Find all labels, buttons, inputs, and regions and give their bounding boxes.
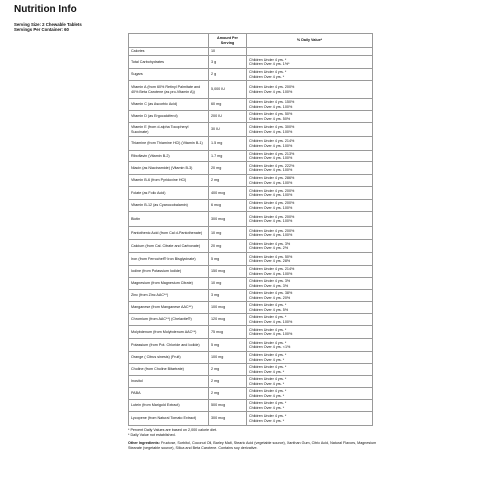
- nutrient-name: Choline (from Choline Bitartrate): [129, 364, 209, 376]
- other-ingredients-label: Other Ingredients:: [128, 441, 160, 445]
- daily-value-cell: [247, 111, 373, 123]
- nutrient-name: Folate (as Folic Acid): [129, 187, 209, 200]
- header-amount-per-serving: Amount Per Serving: [209, 34, 247, 48]
- daily-value-cell: [247, 302, 373, 314]
- daily-value-line: Children Over 4 yrs. 100%: [249, 143, 293, 148]
- amount-per-serving: 300 mcg: [209, 412, 247, 426]
- daily-value-line: Children Under 4 yrs. *: [249, 315, 287, 320]
- table-row: [129, 81, 373, 99]
- amount-per-serving: 10 mg: [209, 278, 247, 290]
- nutrient-name: PABA: [129, 388, 209, 400]
- amount-per-serving: 2 mg: [209, 364, 247, 376]
- daily-value-line: Children Over 4 yrs. *: [249, 393, 285, 398]
- nutrient-name: Chromium (from AAC**) (Chelavite®): [129, 314, 209, 326]
- daily-value-line: Children Under 4 yrs. 150%: [249, 100, 295, 105]
- daily-value-line: Children Under 4 yrs. 200%: [249, 228, 295, 233]
- nutrient-name: Total Carbohydrates: [129, 56, 209, 69]
- amount-per-serving: 10: [209, 48, 247, 56]
- table-header-row: [129, 34, 373, 48]
- table-row: [129, 314, 373, 326]
- table-row: [129, 376, 373, 388]
- nutrient-name: Vitamin B-6 (from Pyridoxine HCl): [129, 175, 209, 187]
- table-row: [129, 290, 373, 302]
- header-daily-value: % Daily Value*: [247, 34, 373, 48]
- daily-value-line: Children Under 4 yrs. 200%: [249, 201, 295, 206]
- other-ingredients: [128, 441, 378, 450]
- daily-value-cell: [247, 339, 373, 352]
- amount-per-serving: 1.7 mg: [209, 151, 247, 162]
- daily-value-cell: [247, 314, 373, 326]
- daily-value-line: Children Under 4 yrs. *: [249, 327, 287, 332]
- daily-value-line: Children Under 4 yrs. 286%: [249, 176, 295, 181]
- page-title: Nutrition Info: [14, 4, 77, 15]
- table-row: [129, 352, 373, 364]
- daily-value-line: Children Over 4 yrs. *: [249, 418, 285, 423]
- nutrient-name: Manganese (from Manganese AAC**): [129, 302, 209, 314]
- nutrient-name: Niacin (as Niacinamide) (Vitamin B-3): [129, 162, 209, 175]
- nutrient-name: Lycopene (from Natural Tomato Extract): [129, 412, 209, 426]
- nutrient-name: Potassium (from Pot. Chloride and Iodide): [129, 339, 209, 352]
- daily-value-line: Children Over 4 yrs. 100%: [249, 129, 293, 134]
- daily-value-cell: [247, 412, 373, 426]
- nutrient-name: Riboflavin (Vitamin B-2): [129, 151, 209, 162]
- amount-per-serving: 10 mg: [209, 227, 247, 240]
- daily-value-line: Children Under 4 yrs. 222%: [249, 163, 295, 168]
- table-row: [129, 227, 373, 240]
- amount-per-serving: 3 g: [209, 56, 247, 69]
- daily-value-line: Children Over 4 yrs. 100%: [249, 219, 293, 223]
- table-row: [129, 412, 373, 426]
- nutrient-name: Vitamin D (as Ergocalciferol): [129, 111, 209, 123]
- daily-value-line: Children Under 4 yrs. *: [249, 303, 287, 308]
- footnote-daily-values: * Percent Daily Values are based on 2,000 calorie diet.: [128, 428, 218, 432]
- nutrient-name: Iodine (from Potassium Iodide): [129, 266, 209, 278]
- table-row: [129, 48, 373, 56]
- amount-per-serving: 100 mg: [209, 352, 247, 364]
- daily-value-line: Children Under 4 yrs. 300%: [249, 125, 295, 130]
- daily-value-cell: [247, 56, 373, 69]
- amount-per-serving: 200 IU: [209, 111, 247, 123]
- nutrient-name: Magnesium (from Magnesium Citrate): [129, 278, 209, 290]
- daily-value-cell: [247, 364, 373, 376]
- daily-value-line: Children Over 4 yrs. *: [249, 405, 285, 410]
- daily-value-line: Children Over 4 yrs. 28%: [249, 259, 291, 263]
- amount-per-serving: 3 mg: [209, 290, 247, 302]
- daily-value-line: Children Over 4 yrs. 100%: [249, 233, 293, 237]
- daily-value-line: Children Under 4 yrs. *: [249, 414, 287, 419]
- table-row: [129, 253, 373, 266]
- table-row: [129, 162, 373, 175]
- table-row: [129, 278, 373, 290]
- table-row: [129, 175, 373, 187]
- daily-value-cell: [247, 99, 373, 111]
- table-row: [129, 187, 373, 200]
- nutrient-name: Sugars: [129, 69, 209, 81]
- amount-per-serving: 120 mcg: [209, 314, 247, 326]
- daily-value-line: Children Under 4 yrs. *: [249, 57, 287, 62]
- table-row: [129, 99, 373, 111]
- daily-value-cell: [247, 200, 373, 212]
- daily-value-line: Children Under 4 yrs. *: [249, 340, 287, 345]
- daily-value-line: Children Under 4 yrs. 200%: [249, 214, 295, 219]
- daily-value-cell: [247, 278, 373, 290]
- daily-value-cell: [247, 151, 373, 162]
- amount-per-serving: 2 mg: [209, 388, 247, 400]
- amount-per-serving: 100 mcg: [209, 302, 247, 314]
- table-row: [129, 240, 373, 253]
- daily-value-line: Children Over 4 yrs. 50%: [249, 116, 291, 121]
- table-row: [129, 137, 373, 151]
- amount-per-serving: 5,000 IU: [209, 81, 247, 99]
- daily-value-cell: [247, 227, 373, 240]
- amount-per-serving: 60 mg: [209, 99, 247, 111]
- nutrient-name: Biotin: [129, 212, 209, 227]
- nutrient-name: Calcium (from Cal. Citrate and Carbonate): [129, 240, 209, 253]
- daily-value-line: Children Under 4 yrs. 213%: [249, 151, 295, 156]
- daily-value-cell: [247, 123, 373, 137]
- daily-value-line: Children Under 4 yrs. 200%: [249, 85, 295, 90]
- daily-value-cell: [247, 162, 373, 175]
- daily-value-line: Children Over 4 yrs. 100%: [249, 319, 293, 324]
- nutrient-name: Vitamin E (from d-alpha Tocopheryl Succinate): [129, 123, 209, 137]
- table-row: [129, 212, 373, 227]
- daily-value-cell: [247, 376, 373, 388]
- amount-per-serving: 75 mcg: [209, 326, 247, 339]
- amount-per-serving: 150 mcg: [209, 266, 247, 278]
- amount-per-serving: 20 mg: [209, 240, 247, 253]
- daily-value-line: Children Over 4 yrs. 100%: [249, 89, 293, 94]
- servings-per-container: Servings Per Container: 60: [14, 27, 69, 32]
- table-row: [129, 56, 373, 69]
- daily-value-cell: [247, 326, 373, 339]
- nutrient-name: Molybdenum (from Molybdenum AAC**): [129, 326, 209, 339]
- nutrition-facts-table: [128, 33, 373, 426]
- daily-value-line: Children Under 4 yrs. 3%: [249, 279, 291, 284]
- table-row: [129, 400, 373, 412]
- daily-value-cell: [247, 240, 373, 253]
- amount-per-serving: 500 mcg: [209, 400, 247, 412]
- amount-per-serving: 20 mg: [209, 162, 247, 175]
- daily-value-cell: [247, 388, 373, 400]
- amount-per-serving: 2 g: [209, 69, 247, 81]
- daily-value-line: Children Over 4 yrs. 100%: [249, 104, 293, 109]
- daily-value-line: Children Over 4 yrs. *: [249, 74, 285, 79]
- amount-per-serving: 2 mg: [209, 175, 247, 187]
- daily-value-line: Children Over 4 yrs. 100%: [249, 193, 293, 197]
- nutrient-name: Vitamin A (from 60% Retinyl Palmitate and 40% Beta Carotene (as pro-Vitamin A)): [129, 81, 209, 99]
- table-row: [129, 326, 373, 339]
- table-row: [129, 364, 373, 376]
- daily-value-line: Children Over 4 yrs. 100%: [249, 205, 293, 210]
- daily-value-line: Children Over 4 yrs. 20%: [249, 295, 291, 300]
- daily-value-line: Children Over 4 yrs. 100%: [249, 168, 293, 172]
- daily-value-line: Children Over 4 yrs. 3%: [249, 283, 289, 288]
- table-row: [129, 266, 373, 278]
- daily-value-line: Children Under 4 yrs. *: [249, 70, 287, 75]
- footnote-not-established: * Daily Value not established.: [128, 433, 176, 437]
- header-nutrient: [129, 34, 209, 48]
- table-row: [129, 339, 373, 352]
- amount-per-serving: 30 IU: [209, 123, 247, 137]
- amount-per-serving: 2 mg: [209, 376, 247, 388]
- amount-per-serving: 5 mg: [209, 253, 247, 266]
- nutrient-name: Thiamine (from Thiamine HCl) (Vitamin B-1): [129, 137, 209, 151]
- daily-value-cell: [247, 69, 373, 81]
- daily-value-cell: [247, 212, 373, 227]
- table-row: [129, 111, 373, 123]
- nutrient-name: Calories: [129, 48, 209, 56]
- nutrition-table-body: [129, 48, 373, 426]
- daily-value-line: Children Under 4 yrs. *: [249, 389, 287, 394]
- daily-value-cell: [247, 48, 373, 56]
- daily-value-line: Children Over 4 yrs. 2%: [249, 246, 289, 250]
- nutrient-name: Lutein (from Marigold Extract): [129, 400, 209, 412]
- daily-value-cell: [247, 187, 373, 200]
- daily-value-line: Children Over 4 yrs. <1%: [249, 345, 291, 349]
- daily-value-line: Children Under 4 yrs. 214%: [249, 267, 295, 272]
- table-row: [129, 69, 373, 81]
- daily-value-cell: [247, 266, 373, 278]
- daily-value-line: Children Under 4 yrs. 200%: [249, 188, 295, 193]
- nutrient-name: Vitamin B-12 (as Cyanocobalamin): [129, 200, 209, 212]
- table-row: [129, 200, 373, 212]
- amount-per-serving: 400 mcg: [209, 187, 247, 200]
- daily-value-cell: [247, 81, 373, 99]
- daily-value-line: Children Under 4 yrs. *: [249, 401, 287, 406]
- daily-value-cell: [247, 253, 373, 266]
- amount-per-serving: 300 mcg: [209, 212, 247, 227]
- table-row: [129, 151, 373, 162]
- daily-value-line: Children Under 4 yrs. *: [249, 353, 287, 358]
- other-ingredients-text: Fructose, Sorbitol, Coconut Oil, Barley Malt, Stearic Acid (vegetable source), Xanthan Gum, Citric Acid, Natural Flavors, Magnesium Stearate (vegetable source), Silica and Beta Carotene. Contains soy derivative.: [128, 441, 377, 450]
- daily-value-line: Children Over 4 yrs. 100%: [249, 271, 293, 276]
- daily-value-line: Children Under 4 yrs. 50%: [249, 112, 293, 117]
- daily-value-line: Children Over 4 yrs. 5%: [249, 307, 289, 312]
- amount-per-serving: 1.5 mg: [209, 137, 247, 151]
- daily-value-line: Children Over 4 yrs. 100%: [249, 332, 293, 336]
- nutrient-name: Iron (from Ferrochel® Iron Bisglycinate): [129, 253, 209, 266]
- table-row: [129, 388, 373, 400]
- daily-value-cell: [247, 137, 373, 151]
- daily-value-line: Children Over 4 yrs. 1%*: [249, 62, 290, 66]
- nutrient-name: Orange ( Citrus sinesis) (Fruit): [129, 352, 209, 364]
- daily-value-line: Children Under 4 yrs. 50%: [249, 254, 293, 259]
- nutrient-name: Vitamin C (as Ascorbic Acid): [129, 99, 209, 111]
- daily-value-line: Children Over 4 yrs. 100%: [249, 180, 293, 185]
- amount-per-serving: 5 mg: [209, 339, 247, 352]
- daily-value-cell: [247, 400, 373, 412]
- serving-size: Serving Size: 2 Chewable Tablets: [14, 22, 82, 27]
- nutrient-name: Pantothenic Acid (from Cal d-Pantothenate): [129, 227, 209, 240]
- nutrient-name: Zinc (from Zinc AAC**): [129, 290, 209, 302]
- table-row: [129, 123, 373, 137]
- daily-value-line: Children Under 4 yrs. 38%: [249, 291, 293, 296]
- daily-value-line: Children Under 4 yrs. *: [249, 377, 287, 382]
- daily-value-line: Children Under 4 yrs. 3%: [249, 241, 291, 246]
- amount-per-serving: 6 mcg: [209, 200, 247, 212]
- daily-value-cell: [247, 290, 373, 302]
- daily-value-cell: [247, 175, 373, 187]
- table-row: [129, 302, 373, 314]
- nutrient-name: Inositol: [129, 376, 209, 388]
- daily-value-line: Children Over 4 yrs. *: [249, 357, 285, 362]
- daily-value-line: Children Under 4 yrs. 214%: [249, 139, 295, 144]
- daily-value-line: Children Over 4 yrs. *: [249, 381, 285, 386]
- daily-value-line: Children Over 4 yrs. 100%: [249, 156, 293, 160]
- daily-value-line: Children Under 4 yrs. *: [249, 365, 287, 370]
- daily-value-cell: [247, 352, 373, 364]
- daily-value-line: Children Over 4 yrs. *: [249, 369, 285, 374]
